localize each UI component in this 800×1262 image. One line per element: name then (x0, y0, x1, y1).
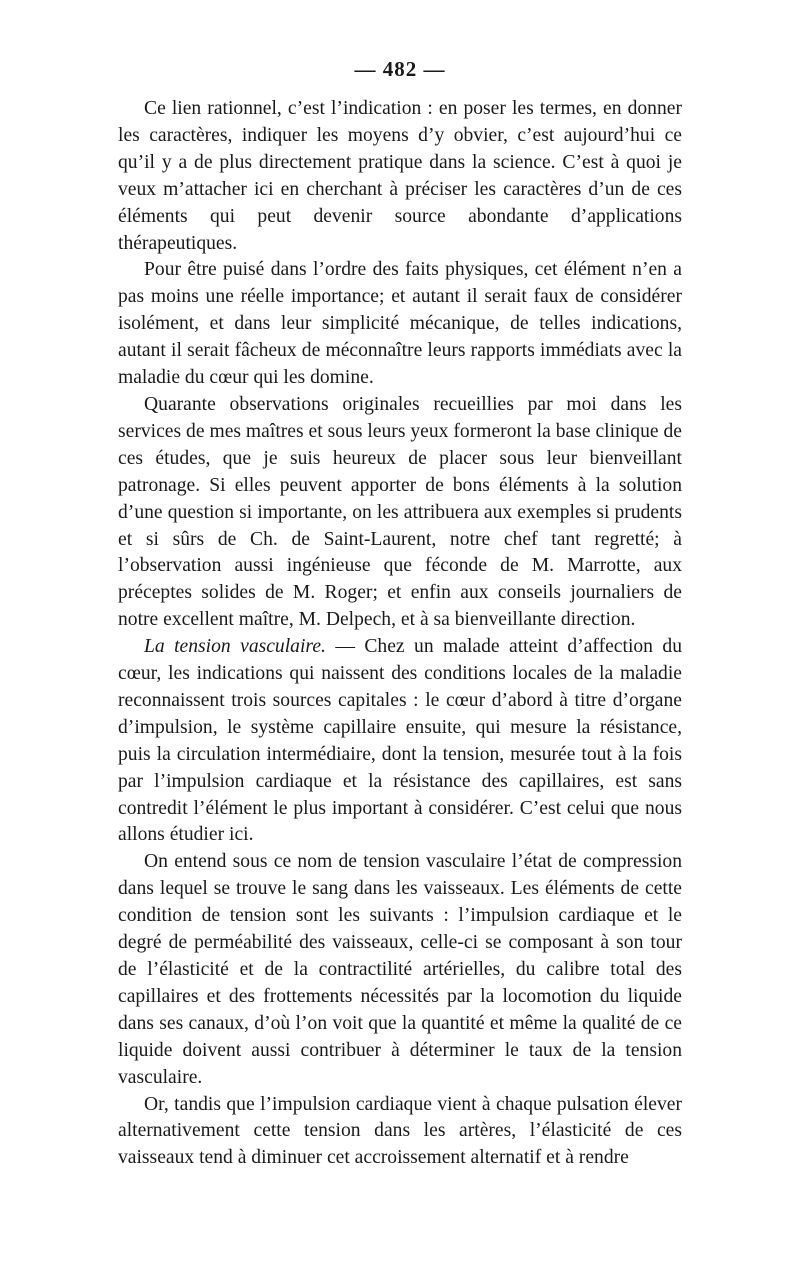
paragraph-intro: Ce lien rationnel, c’est l’indication : en poser les termes, en donner les caractères, indiquer les moyens d’y obvier, c’est aujourd’hui ce qu’il y a de plus directement pratique dans la science. C’est à quoi je veux m’attacher ici en cherchant à préciser les caractères d’un de ces éléments qui peut devenir source abondante d’applications thérapeutiques. (118, 98, 682, 254)
page-number: — 482 — (354, 57, 446, 81)
paragraph-definition: On entend sous ce nom de tension vasculaire l’état de compression dans lequel se trouve le sang dans les vaisseaux. Les éléments de cette condition de tension sont les suivants : l’impulsion cardiaque et le degré de perméabilité des vaisseaux, celle-ci se composant à son tour de l’élasticité et de la contractilité artérielles, du calibre total des capillaires et des frottements nécessités par la locomotion du liquide dans ses canaux, d’où l’on voit que la quantité et même la qualité de ce liquide doivent aussi contribuer à déterminer le taux de la tension vasculaire. (118, 851, 682, 1088)
paragraph-observations: Quarante observations originales recueillies par moi dans les services de mes maîtres et sous leurs yeux formeront la base clinique de ces études, que je suis heureux de placer sous leur bienveillant patronage. Si elles peuvent apporter de bons éléments à la solution d’une question si importante, on les attribuera aux exemples si prudents et si sûrs de Ch. de Saint-Laurent, notre chef tant regretté; à l’observation aussi ingénieuse que féconde de M. Marrotte, aux préceptes solides de M. Roger; et enfin aux conseils journaliers de notre excellent maître, M. Delpech, et à sa bienveillante direction. (118, 393, 682, 631)
paragraph-vascular-tension (118, 634, 682, 849)
section-title: La tension vasculaire. (144, 636, 326, 658)
paragraph-vascular-tension-text: — Chez un malade atteint d’affection du cœur, les indications qui naissent des conditions locales de la maladie reconnaissent trois sources capitales : le cœur d’abord à titre d’organe d’impulsion, le système capillaire ensuite, qui mesure la résistance, puis la circulation intermédiaire, dont la tension, mesurée tout à la fois par l’impulsion cardiaque et la résistance des capillaires, est sans contredit l’élément le plus important à considérer. C’est celui que nous allons étudier ici. (118, 636, 682, 846)
paragraph-physical-facts: Pour être puisé dans l’ordre des faits physiques, cet élément n’en a pas moins une réelle importance; et autant il serait faux de considérer isolément, et dans leur simplicité mécanique, de telles indications, autant il serait fâcheux de méconnaître leurs rapports immédiats avec la maladie du cœur qui les domine. (118, 259, 682, 389)
book-page (118, 56, 682, 1172)
paragraph-cardiac-impulse: Or, tandis que l’impulsion cardiaque vient à chaque pulsation élever alternativement cette tension dans les artères, l’élasticité de ces vaisseaux tend à diminuer cet accroissement alternatif et à rendre (118, 1093, 682, 1169)
